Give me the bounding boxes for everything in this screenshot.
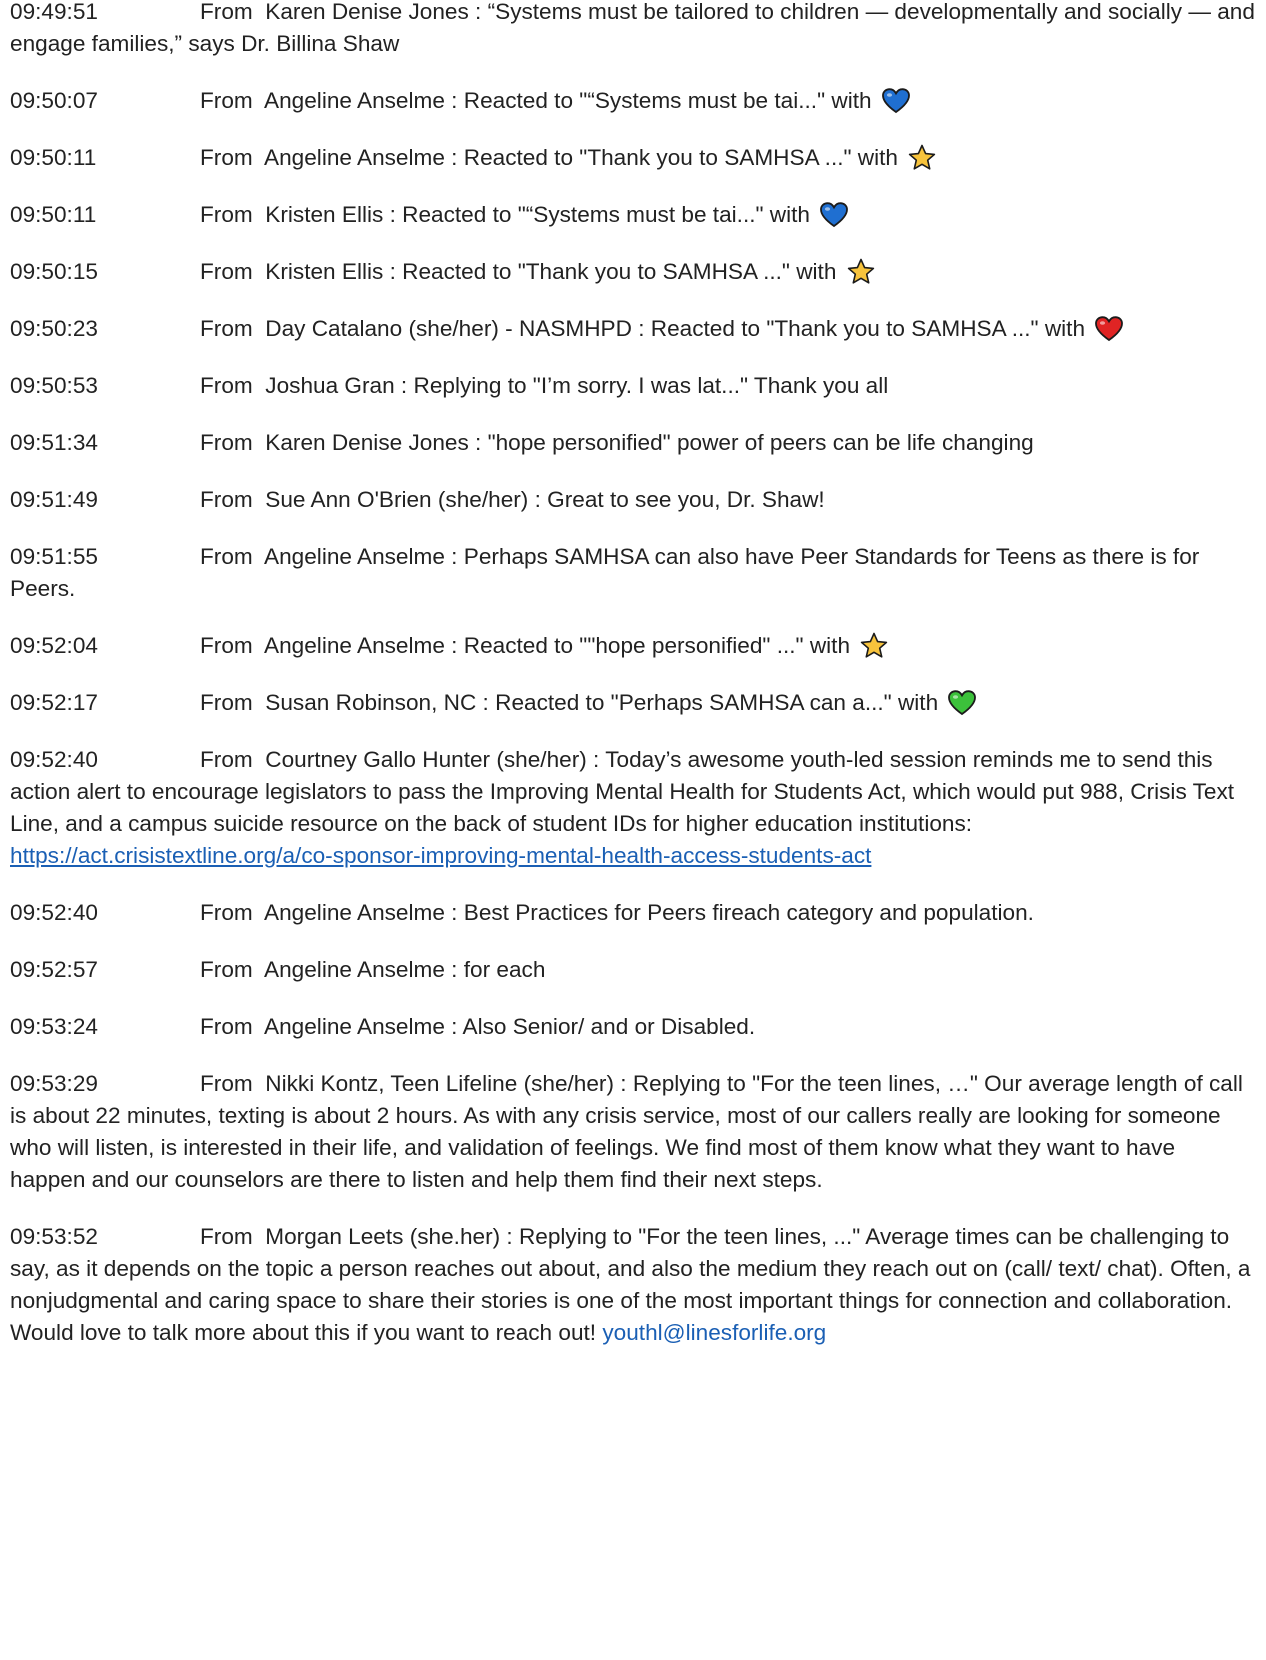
message-sender: Susan Robinson, NC: [265, 690, 477, 715]
message-text: Replying to "I’m sorry. I was lat..." Thank you all: [413, 373, 889, 398]
chat-message: 09:50:07 From Angeline Anselme : Reacted to "“Systems must be tai..." with: [10, 85, 1256, 117]
message-sender: Sue Ann O'Brien (she/her): [265, 487, 529, 512]
message-sender: Morgan Leets (she.her): [265, 1224, 501, 1249]
message-sender: Angeline Anselme: [264, 957, 445, 982]
red-heart-icon: [1095, 316, 1123, 342]
chat-message: 09:53:24 From Angeline Anselme : Also Senior/ and or Disabled.: [10, 1011, 1256, 1043]
message-text: Today’s awesome youth-led session reminds me to send this action alert to encourage legislators to pass the Improving Mental Health for Students Act, which would put 988, Crisis Text Line, and a campus suicide resource on the back of student IDs for higher education institutions:: [10, 747, 1235, 836]
message-text: Perhaps SAMHSA can also have Peer Standards for Teens as there is for Peers.: [10, 544, 1200, 601]
message-timestamp: 09:52:04: [10, 633, 98, 658]
chat-message: 09:50:11 From Angeline Anselme : Reacted to "Thank you to SAMHSA ..." with: [10, 142, 1256, 174]
message-sender: Angeline Anselme: [264, 633, 445, 658]
chat-message: 09:51:55 From Angeline Anselme : Perhaps SAMHSA can also have Peer Standards for Teens as there is for Peers.: [10, 541, 1256, 605]
message-timestamp: 09:51:34: [10, 430, 98, 455]
message-timestamp: 09:51:49: [10, 487, 98, 512]
message-text: Also Senior/ and or Disabled.: [462, 1014, 756, 1039]
message-text: Reacted to "Thank you to SAMHSA ..." with: [402, 259, 837, 284]
message-timestamp: 09:50:53: [10, 373, 98, 398]
chat-message: 09:52:04 From Angeline Anselme : Reacted to ""hope personified" ..." with: [10, 630, 1256, 662]
blue-heart-icon: [820, 202, 848, 228]
green-heart-icon: [948, 690, 976, 716]
star-icon: [847, 258, 875, 285]
star-icon: [908, 144, 936, 171]
chat-message: 09:52:40 From Angeline Anselme : Best Practices for Peers fireach category and population.: [10, 897, 1256, 929]
message-sender: Angeline Anselme: [264, 1014, 445, 1039]
chat-message: 09:51:34 From Karen Denise Jones : "hope personified" power of peers can be life changing: [10, 427, 1256, 459]
chat-message: 09:52:17 From Susan Robinson, NC : Reacted to "Perhaps SAMHSA can a..." with: [10, 687, 1256, 719]
message-timestamp: 09:52:17: [10, 690, 98, 715]
message-text: Reacted to "Thank you to SAMHSA ..." with: [463, 145, 898, 170]
chat-message: 09:53:52 From Morgan Leets (she.her) : Replying to "For the teen lines, ..." Average times can be challenging to say, as it depends on the topic a person reaches out about, and also the medium they reach out on (call/ text/ chat). Often, a nonjudgmental and caring space to share their stories is one of the most important things for connection and collaboration. Would love to talk more about this if you want to reach out! youthl@linesforlife.org: [10, 1221, 1256, 1349]
message-text: Reacted to "“Systems must be tai..." with: [463, 88, 872, 113]
message-text: Reacted to ""hope personified" ..." with: [463, 633, 851, 658]
message-timestamp: 09:53:29: [10, 1071, 98, 1096]
message-sender: Day Catalano (she/her) - NASMHPD: [265, 316, 632, 341]
message-text: Best Practices for Peers fireach category and population.: [463, 900, 1034, 925]
message-text: Replying to "For the teen lines, …" Our average length of call is about 22 minutes, texting is about 2 hours. As with any crisis service, most of our callers really are looking for someone who will listen, is interested in their life, and validation of feelings. We find most of them know what they want to have happen and our counselors are there to listen and help them find their next steps.: [10, 1071, 1243, 1192]
message-timestamp: 09:53:52: [10, 1224, 98, 1249]
message-sender: Angeline Anselme: [264, 900, 445, 925]
message-timestamp: 09:52:40: [10, 900, 98, 925]
chat-message: 09:52:40 From Courtney Gallo Hunter (she/her) : Today’s awesome youth-led session reminds me to send this action alert to encourage legislators to pass the Improving Mental Health for Students Act, which would put 988, Crisis Text Line, and a campus suicide resource on the back of student IDs for higher education institutions: https://act.crisistextline.org/a/co-sponsor-improving-mental-health-access-students-act: [10, 744, 1256, 872]
message-timestamp: 09:50:11: [10, 145, 97, 170]
chat-message: 09:51:49 From Sue Ann O'Brien (she/her) : Great to see you, Dr. Shaw!: [10, 484, 1256, 516]
message-sender: Angeline Anselme: [264, 544, 445, 569]
chat-message: 09:50:53 From Joshua Gran : Replying to "I’m sorry. I was lat..." Thank you all: [10, 370, 1256, 402]
message-sender: Joshua Gran: [265, 373, 395, 398]
message-text: Replying to "For the teen lines, ..." Average times can be challenging to say, as it depends on the topic a person reaches out about, and also the medium they reach out on (call/ text/ chat). Often, a nonjudgmental and caring space to share their stories is one of the most important things for connection and collaboration. Would love to talk more about this if you want to reach out!: [10, 1224, 1251, 1345]
message-text: Reacted to "Thank you to SAMHSA ..." with: [650, 316, 1086, 341]
message-text: "hope personified" power of peers can be life changing: [487, 430, 1034, 455]
message-text: for each: [463, 957, 546, 982]
chat-message: 09:50:15 From Kristen Ellis : Reacted to "Thank you to SAMHSA ..." with: [10, 256, 1256, 288]
message-timestamp: 09:50:23: [10, 316, 98, 341]
message-timestamp: 09:50:07: [10, 88, 98, 113]
blue-heart-icon: [882, 88, 910, 114]
chat-message: 09:50:23 From Day Catalano (she/her) - NASMHPD : Reacted to "Thank you to SAMHSA ..." with: [10, 313, 1256, 345]
message-sender: Kristen Ellis: [265, 202, 384, 227]
message-timestamp: 09:50:11: [10, 202, 97, 227]
chat-message: 09:52:57 From Angeline Anselme : for each: [10, 954, 1256, 986]
message-timestamp: 09:50:15: [10, 259, 98, 284]
star-icon: [860, 632, 888, 659]
message-timestamp: 09:52:57: [10, 957, 98, 982]
message-text: Reacted to "Perhaps SAMHSA can a..." with: [495, 690, 939, 715]
message-timestamp: 09:49:51: [10, 0, 98, 24]
message-sender: Nikki Kontz, Teen Lifeline (she/her): [265, 1071, 614, 1096]
action-alert-link[interactable]: https://act.crisistextline.org/a/co-sponsor-improving-mental-health-access-students-act: [10, 843, 872, 868]
chat-message: 09:53:29 From Nikki Kontz, Teen Lifeline (she/her) : Replying to "For the teen lines, …" Our average length of call is about 22 minutes, texting is about 2 hours. As with any crisis service, most of our callers really are looking for someone who will listen, is interested in their life, and validation of feelings. We find most of them know what they want to have happen and our counselors are there to listen and help them find their next steps.: [10, 1068, 1256, 1196]
message-sender: Angeline Anselme: [264, 145, 445, 170]
message-sender: Karen Denise Jones: [265, 0, 469, 24]
message-sender: Angeline Anselme: [264, 88, 445, 113]
message-sender: Karen Denise Jones: [265, 430, 469, 455]
message-timestamp: 09:51:55: [10, 544, 98, 569]
message-text: Reacted to "“Systems must be tai..." with: [402, 202, 810, 227]
chat-message: 09:49:51 From Karen Denise Jones : “Systems must be tailored to children — developmentally and socially — and engage families,” says Dr. Billina Shaw: [10, 0, 1256, 60]
email-address[interactable]: youthl@linesforlife.org: [602, 1320, 827, 1345]
message-sender: Kristen Ellis: [265, 259, 384, 284]
chat-message: 09:50:11 From Kristen Ellis : Reacted to "“Systems must be tai..." with: [10, 199, 1256, 231]
message-timestamp: 09:52:40: [10, 747, 98, 772]
message-text: “Systems must be tailored to children — developmentally and socially — and engage families,” says Dr. Billina Shaw: [10, 0, 1255, 56]
message-timestamp: 09:53:24: [10, 1014, 98, 1039]
message-sender: Courtney Gallo Hunter (she/her): [265, 747, 587, 772]
message-text: Great to see you, Dr. Shaw!: [547, 487, 825, 512]
